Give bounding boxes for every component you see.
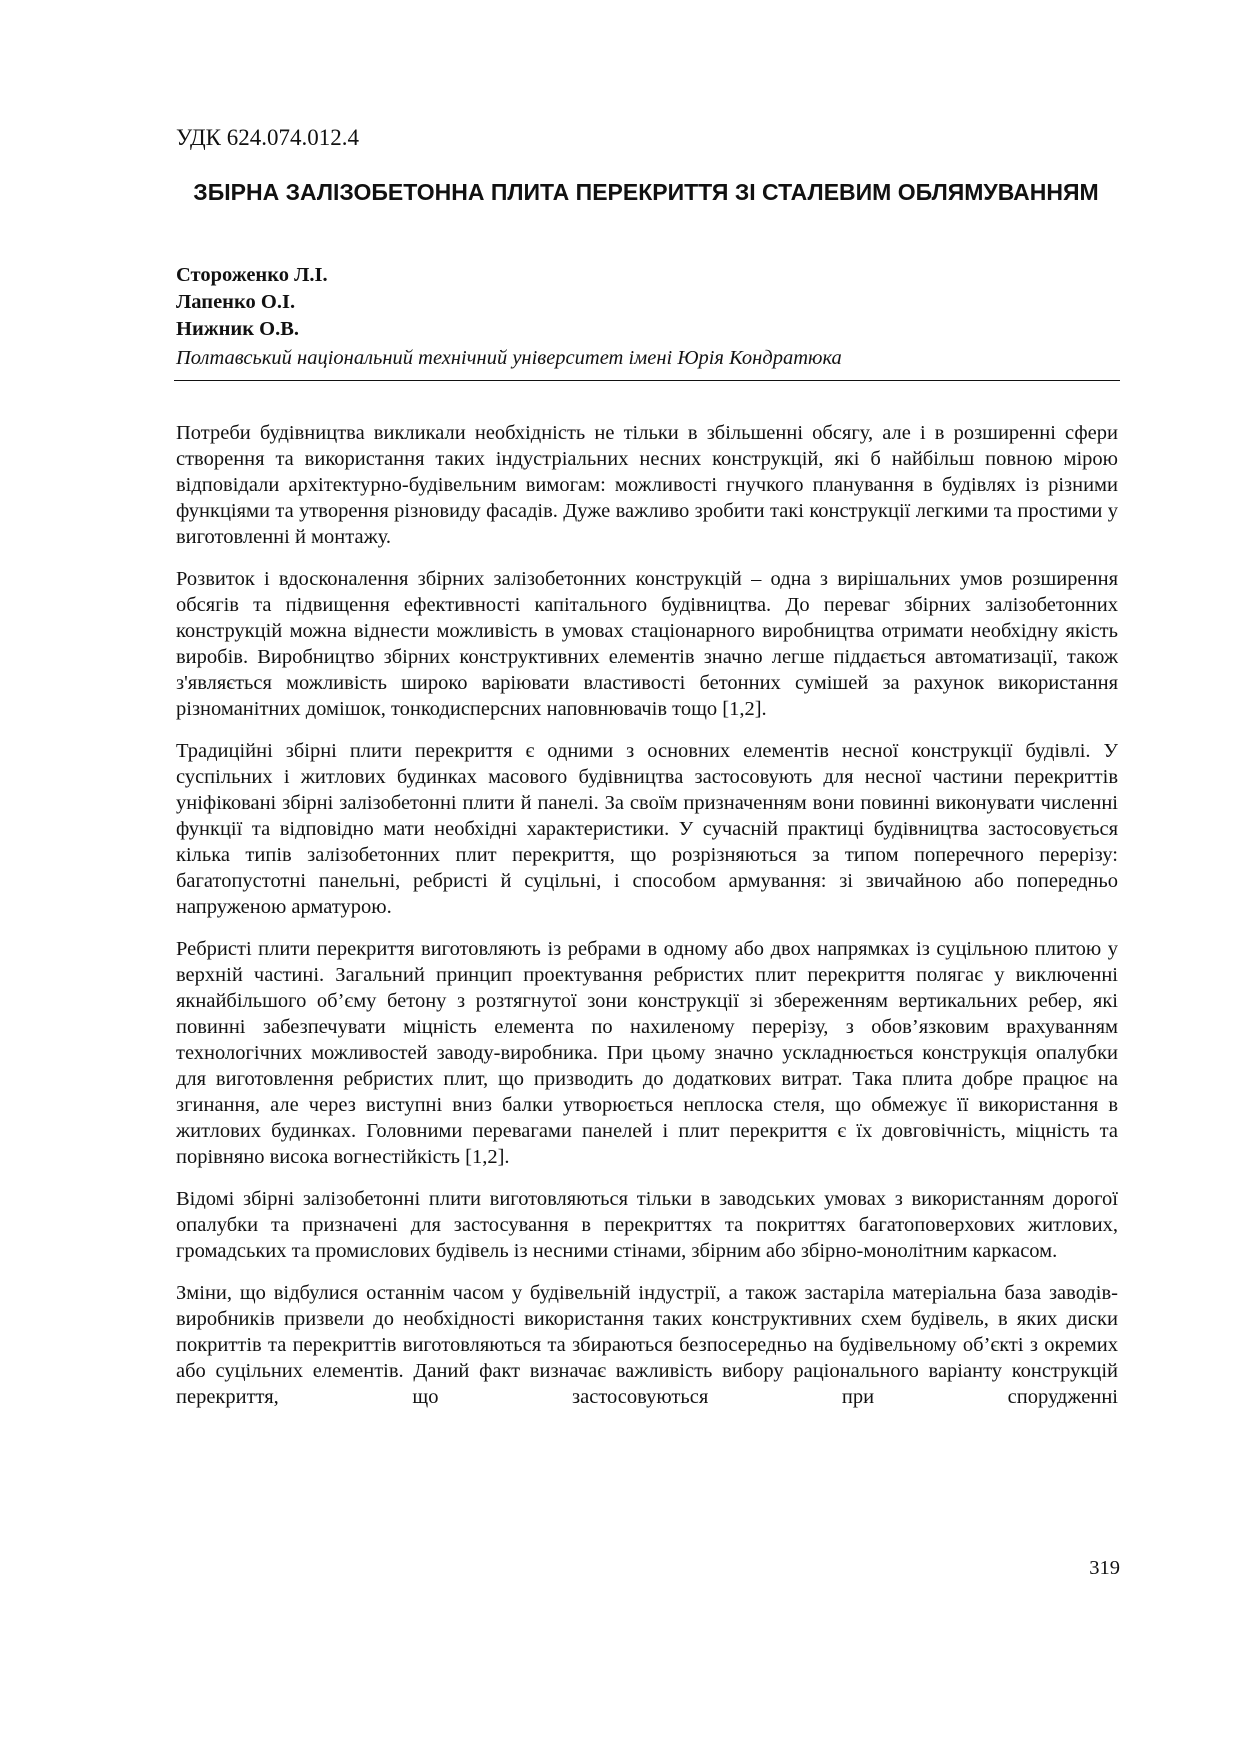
udk-code: УДК 624.074.012.4 — [176, 125, 359, 150]
page-number: 319 — [1089, 1557, 1120, 1579]
header-divider — [174, 380, 1120, 381]
body-paragraph: Розвиток і вдосконалення збірних залізобетонних конструкцій – одна з вирішальних умов розширення обсягів та підвищення ефективності капітального будівництва. До переваг збірних залізобетонних конструкцій можна віднести можливість в умовах стаціонарного виробництва отримати необхідну якість виробів. Виробництво збірних конструктивних елементів значно легше піддається автоматизації, також з'являється можливість широко варіювати властивості бетонних сумішей за рахунок використання різноманітних домішок, тонкодисперсних наповнювачів тощо [1,2]. — [176, 568, 1118, 720]
body-paragraph: Традиційні збірні плити перекриття є одними з основних елементів несної конструкції будівлі. У суспільних і житлових будинках масового будівництва застосовують для несної частини перекриттів уніфіковані збірні залізобетонні плити й панелі. За своїм призначенням вони повинні виконувати численні функції та відповідно мати необхідні характеристики. У сучасній практиці будівництва застосовується кілька типів залізобетонних плит перекриття, що розрізняються за типом поперечного перерізу: багатопустотні панельні, ребристі й суцільні, і способом армування: зі звичайною або попередньо напруженою арматурою. — [176, 740, 1118, 918]
article-body — [176, 420, 1118, 1426]
article-title: ЗБІРНА ЗАЛІЗОБЕТОННА ПЛИТА ПЕРЕКРИТТЯ ЗІ СТАЛЕВИМ ОБЛЯМУВАННЯМ — [193, 179, 1099, 205]
body-paragraph: Зміни, що відбулися останнім часом у будівельній індустрії, а також застаріла матеріальна база заводів-виробників призвели до необхідності використання таких конструктивних схем будівель, в яких диски покриттів та перекриттів виготовляються та збираються безпосередньо на будівельному об’єкті з окремих або суцільних елементів. Даний факт визначає важливість вибору раціонального варіанту конструкцій перекриття, що застосовуються при спорудженні — [176, 1282, 1118, 1408]
author-list — [176, 262, 328, 343]
body-paragraph: Потреби будівництва викликали необхідність не тільки в збільшенні обсягу, але і в розширенні сфери створення та використання таких індустріальних несних конструкцій, які б найбільш повною мірою відповідали архітектурно-будівельним вимогам: можливості гнучкого планування в будівлях із різними функціями та утворення різновиду фасадів. Дуже важливо зробити такі конструкції легкими та простими у виготовленні й монтажу. — [176, 422, 1118, 548]
body-paragraph: Відомі збірні залізобетонні плити виготовляються тільки в заводських умовах з використанням дорогої опалубки та призначені для застосування в перекриттях та покриттях багатоповерхових житлових, громадських та промислових будівель із несними стінами, збірним або збірно-монолітним каркасом. — [176, 1188, 1118, 1262]
author-affiliation: Полтавський національний технічний університет імені Юрія Кондратюка — [176, 347, 842, 369]
author-name: Нижник О.В. — [176, 318, 300, 340]
author-name: Лапенко О.І. — [176, 291, 296, 313]
author-name: Стороженко Л.І. — [176, 264, 328, 286]
body-paragraph: Ребристі плити перекриття виготовляють із ребрами в одному або двох напрямках із суцільною плитою у верхній частині. Загальний принцип проектування ребристих плит перекриття полягає у виключенні якнайбільшого об’єму бетону з розтягнутої зони конструкції зі збереженням вертикальних ребер, які повинні забезпечувати міцність елемента по нахиленому перерізу, з обов’язковим врахуванням технологічних можливостей заводу-виробника. При цьому значно ускладнюється конструкція опалубки для виготовлення ребристих плит, що призводить до додаткових витрат. Така плита добре працює на згинання, але через виступні вниз балки утворюється неплоска стеля, що обмежує її використання в житлових будинках. Головними перевагами панелей і плит перекриття є їх довговічність, міцність та порівняно висока вогнестійкість [1,2]. — [176, 938, 1118, 1168]
